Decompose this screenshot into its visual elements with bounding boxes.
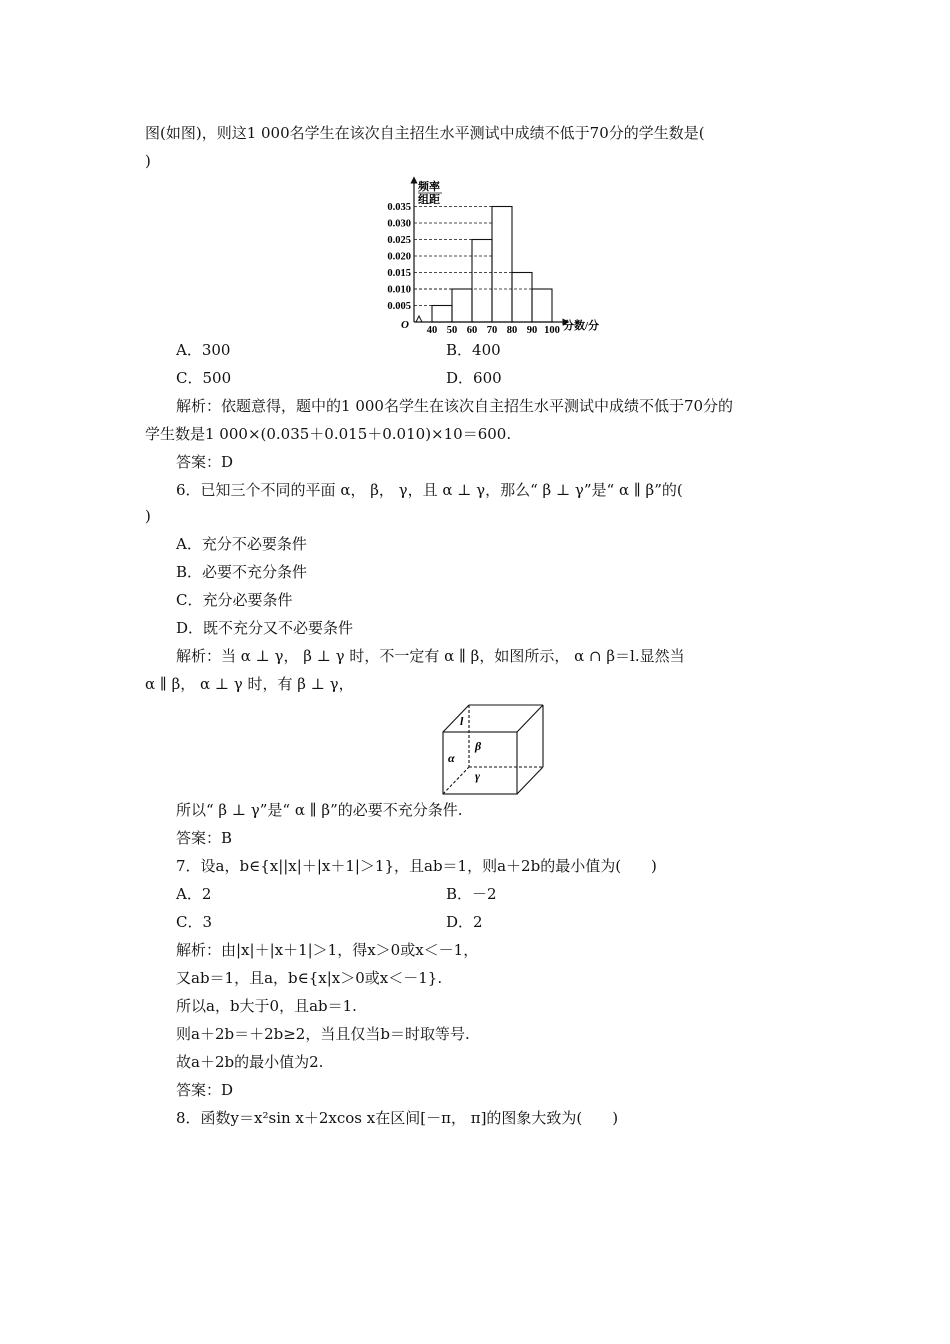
q6-option-c: C．充分必要条件 [176,591,293,609]
x-axis-label: 分数/分 [563,320,600,332]
histogram-chart [370,176,620,334]
q7-solution-line1: 解析：由|x|＋|x＋1|＞1，得x＞0或x＜－1， [176,941,479,959]
histogram-bar-90-100 [532,289,552,322]
cube-top-right-edge [517,705,543,732]
q6-solution-line2: α ∥ β， α ⊥ γ 时，有 β ⊥ γ， [145,675,354,693]
y-tick-label: 0.020 [387,251,411,263]
q6-solution-line3: 所以“ β ⊥ γ”是“ α ∥ β”的必要不充分条件. [176,801,463,819]
y-axis-label-bottom: 组距 [418,194,440,206]
cube-label-l: l [460,714,464,728]
histogram-bar-60-70 [472,240,492,323]
cube-hidden-diagonal-edge [443,767,469,794]
x-tick-label: 50 [446,325,458,334]
cube-label-beta: β [475,739,482,753]
q5-option-a: A．300 [176,341,231,359]
q5-stem-line2: ) [145,152,151,170]
q7-option-d: D．2 [446,913,483,931]
histogram-bar-40-50 [432,306,452,323]
cube-figure [440,700,550,798]
cube-top-left-edge [443,705,469,732]
q6-stem-line2: ) [145,507,151,525]
q7-solution-line3: 所以a，b大于0，且ab＝1. [176,997,357,1015]
q5-option-d: D．600 [446,369,502,387]
q7-stem: 7．设a，b∈{x||x|＋|x＋1|＞1}，且ab＝1，则a＋2b的最小值为( ) [176,857,657,875]
axis-break-mark [416,316,422,322]
q6-solution-line1: 解析：当 α ⊥ γ， β ⊥ γ 时，不一定有 α ∥ β，如图所示， α ∩ β＝l.显然当 [176,647,685,665]
y-tick-label: 0.010 [387,284,411,296]
y-tick-label: 0.030 [387,218,411,230]
q8-stem: 8．函数y＝x²sin x＋2xcos x在区间[－π， π]的图象大致为( ) [176,1109,619,1127]
q6-option-a: A．充分不必要条件 [176,535,307,553]
q6-option-d: D．既不充分又不必要条件 [176,619,354,637]
x-tick-label: 90 [526,325,538,334]
histogram-bar-50-60 [452,289,472,322]
cube-bottom-right-edge [517,767,543,794]
q5-stem-line1: 图(如图)，则这1 000名学生在该次自主招生水平测试中成绩不低于70分的学生数是( [145,124,705,142]
y-tick-label: 0.005 [387,301,411,312]
q7-option-a: A．2 [176,885,212,903]
q5-solution-line1: 解析：依题意得，题中的1 000名学生在该次自主招生水平测试中成绩不低于70分的 [176,397,734,415]
q5-option-c: C．500 [176,369,232,387]
x-tick-label: 60 [466,325,478,334]
cube-label-gamma: γ [475,769,480,783]
histogram-figure [370,176,620,334]
x-tick-label: 70 [486,325,498,334]
x-tick-label: 80 [506,325,518,334]
y-axis-label-top: 频率 [418,181,440,193]
cube-label-alpha: α [448,751,455,765]
x-tick-label: 40 [426,325,438,334]
q6-option-b: B．必要不充分条件 [176,563,308,581]
q7-answer: 答案：D [176,1081,234,1099]
q6-stem-line1: 6．已知三个不同的平面 α， β， γ，且 α ⊥ γ，那么“ β ⊥ γ”是“ α ∥ β”的( [176,481,683,499]
histogram-bar-70-80 [492,207,512,323]
q7-solution-line2: 又ab＝1，且a，b∈{x|x＞0或x＜－1}. [176,969,443,987]
q7-option-b: B．－2 [446,885,497,903]
y-tick-label: 0.025 [387,235,411,246]
q7-solution-line4: 则a＋2b＝＋2b≥2，当且仅当b＝时取等号. [176,1025,470,1043]
q7-option-c: C．3 [176,913,213,931]
cube-diagram [440,700,550,798]
y-tick-label: 0.015 [387,268,411,279]
y-tick-label: 0.035 [387,202,411,213]
q5-answer: 答案：D [176,453,234,471]
q5-option-b: B．400 [446,341,501,359]
q7-solution-line5: 故a＋2b的最小值为2. [176,1053,324,1071]
histogram-bar-80-90 [512,273,532,323]
q5-solution-line2: 学生数是1 000×(0.035＋0.015＋0.010)×10＝600. [145,425,512,443]
origin-label: O [401,319,409,331]
q6-answer: 答案：B [176,829,233,847]
x-tick-label: 100 [544,325,560,334]
